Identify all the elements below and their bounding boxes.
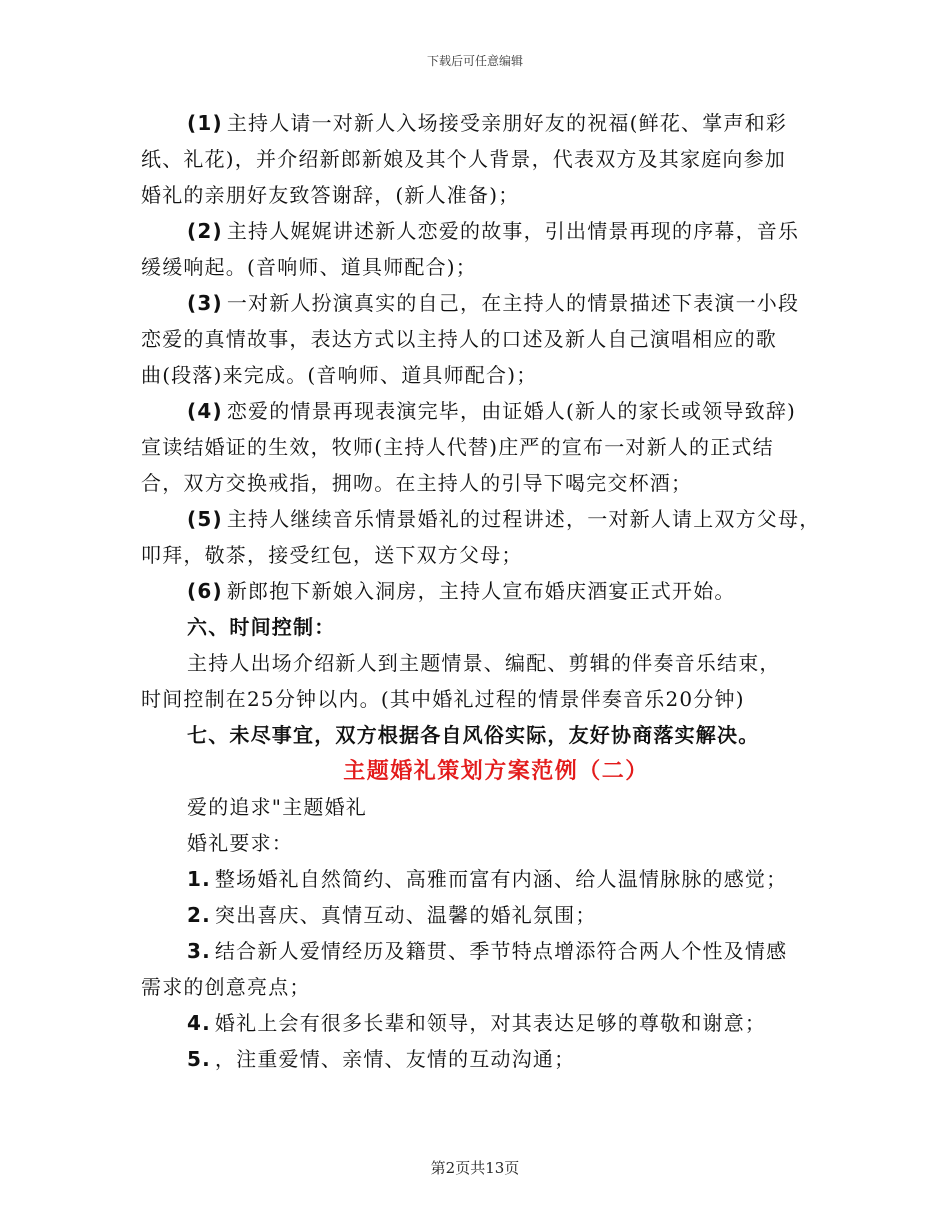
item-line — [141, 1041, 821, 1077]
item-line: 需求的创意亮点； — [141, 975, 311, 999]
item-line — [141, 861, 821, 897]
item-number: (3) — [187, 291, 223, 315]
paragraph-line: 主持人出场介绍新人到主题情景、编配、剪辑的伴奏音乐结束， — [187, 651, 781, 675]
section-heading: 七、未尽事宜，双方根据各自风俗实际，友好协商落实解决。 — [187, 723, 760, 747]
item-text: 主持人继续音乐情景婚礼的过程讲述，一对新人请上双方父母， — [226, 507, 821, 531]
requirements-heading: 婚礼要求： — [187, 831, 293, 855]
item-text: 整场婚礼自然简约、高雅而富有内涵、给人温情脉脉的感觉； — [214, 867, 788, 891]
item-number: 1. — [187, 867, 211, 891]
list-item — [141, 897, 821, 933]
list-item — [141, 501, 821, 573]
item-text: 主持人娓娓讲述新人恋爱的故事，引出情景再现的序幕，音乐 — [226, 219, 800, 243]
item-number: 3. — [187, 939, 211, 963]
item-number: (1) — [187, 111, 223, 135]
list-item — [141, 933, 821, 1005]
item-text: 突出喜庆、真情互动、温馨的婚礼氛围； — [214, 903, 597, 927]
document-body — [141, 105, 821, 1077]
list-item — [141, 1005, 821, 1041]
theme-line: 爱的追求"主题婚礼 — [187, 795, 367, 819]
section-heading: 六、时间控制： — [187, 615, 336, 639]
list-item — [141, 105, 821, 213]
item-line: 纸、礼花)，并介绍新郎新娘及其个人背景，代表双方及其家庭向参加 — [141, 147, 787, 171]
list-item — [141, 1041, 821, 1077]
list-item — [141, 213, 821, 285]
item-text: 恋爱的情景再现表演完毕，由证婚人(新人的家长或领导致辞) — [226, 399, 797, 423]
item-text: 主持人请一对新人入场接受亲朋好友的祝福(鲜花、掌声和彩 — [226, 111, 788, 135]
list-item — [141, 861, 821, 897]
item-text: 结合新人爱情经历及籍贯、季节特点增添符合两人个性及情感 — [214, 939, 788, 963]
item-number: (4) — [187, 399, 223, 423]
item-line — [141, 393, 821, 429]
item-line — [141, 105, 821, 141]
item-number: 5. — [187, 1047, 211, 1071]
item-text: 新郎抱下新娘入洞房，主持人宣布婚庆酒宴正式开始。 — [226, 579, 736, 603]
paragraph-line: 时间控制在25分钟以内。(其中婚礼过程的情景伴奏音乐20分钟) — [141, 687, 745, 711]
item-line: 叩拜，敬茶，接受红包，送下双方父母； — [141, 543, 523, 567]
page-header: 下载后可任意编辑 — [426, 54, 523, 68]
list-item — [141, 285, 821, 393]
item-line — [141, 1005, 821, 1041]
item-text: 婚礼上会有很多长辈和领导，对其表达足够的尊敬和谢意； — [214, 1011, 767, 1035]
item-line — [141, 213, 821, 249]
item-line: 恋爱的真情故事，表达方式以主持人的口述及新人自己演唱相应的歌 — [141, 327, 777, 351]
item-text: ，注重爱情、亲情、友情的互动沟通； — [214, 1047, 576, 1071]
item-line — [141, 501, 821, 537]
item-line — [141, 933, 821, 969]
item-line: 婚礼的亲朋好友致答谢辞，(新人准备)； — [141, 183, 520, 207]
item-line: 曲(段落)来完成。(音响师、道具师配合)； — [141, 363, 538, 387]
item-number: (6) — [187, 579, 223, 603]
item-line — [141, 285, 821, 321]
list-item — [141, 573, 821, 609]
list-item — [141, 393, 821, 501]
item-number: 2. — [187, 903, 211, 927]
item-number: 4. — [187, 1011, 211, 1035]
item-line: 宣读结婚证的生效，牧师(主持人代替)庄严的宣布一对新人的正式结 — [141, 435, 774, 459]
item-number: (5) — [187, 507, 223, 531]
item-line: 缓缓响起。(音响师、道具师配合)； — [141, 255, 478, 279]
item-text: 一对新人扮演真实的自己，在主持人的情景描述下表演一小段 — [226, 291, 800, 315]
item-line: 合，双方交换戒指，拥吻。在主持人的引导下喝完交杯酒； — [141, 471, 693, 495]
item-line — [141, 897, 821, 933]
section-title: 主题婚礼策划方案范例（二） — [343, 758, 649, 784]
page-footer: 第2页共13页 — [430, 1159, 520, 1177]
item-line — [141, 573, 821, 609]
item-number: (2) — [187, 219, 223, 243]
